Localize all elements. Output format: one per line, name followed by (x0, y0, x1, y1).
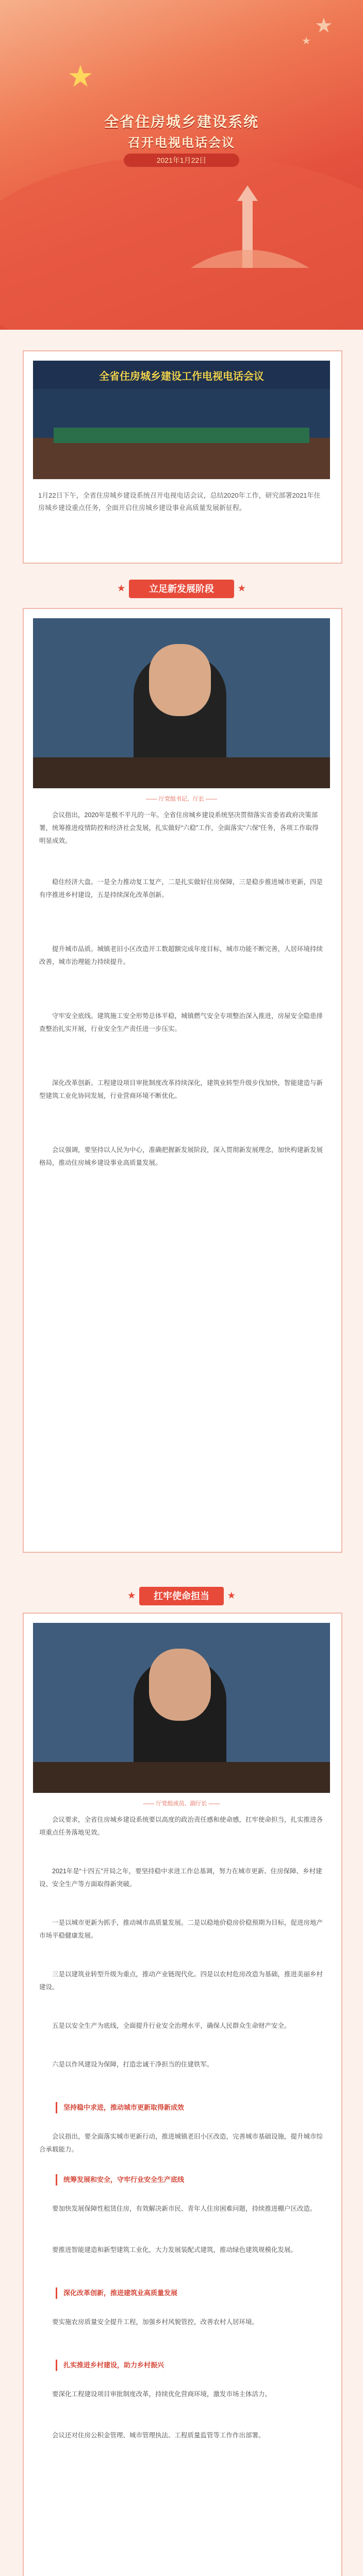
hero-date: 2021年1月22日 (124, 154, 239, 167)
paragraph: 2021年是“十四五”开局之年，要坚持稳中求进工作总基调，努力在城市更新、住房保障、乡村建设、安全生产等方面取得新突破。 (39, 1868, 322, 1888)
highlight-quote: 深化改革创新，推进建筑业高质量发展 (56, 2287, 197, 2299)
intro-text: 1月22日下午，全省住房城乡建设系统召开电视电话会议，总结2020年工作，研究部署2021年住房城乡建设重点任务，全面开启住房城乡建设事业高质量发展新征程。 (38, 492, 321, 512)
paragraph: 守牢安全底线。建筑施工安全形势总体平稳，城镇燃气安全专项整治深入推进，房屋安全隐患排查整治扎实开展，行业安全生产责任进一步压实。 (39, 1012, 323, 1032)
paragraph: 会议强调，要坚持以人民为中心，准确把握新发展阶段，深入贯彻新发展理念，加快构建新发展格局，推动住房城乡建设事业高质量发展。 (39, 1146, 323, 1166)
section-tag: ★ 扛牢使命担当 ★ (139, 1587, 224, 1605)
hero-title: 全省住房城乡建设系统 (104, 114, 259, 130)
star-icon: ★ (302, 36, 311, 47)
photo-caption: —— 厅党组成员、副厅长 —— (143, 1801, 220, 1807)
speaker-photo (33, 618, 330, 788)
highlight-quote: 扎实推进乡村建设，助力乡村振兴 (56, 2360, 197, 2371)
paragraph: 会议还对住房公积金管理、城市管理执法、工程质量监管等工作作出部署。 (52, 2432, 265, 2439)
monument-illustration (186, 180, 315, 273)
photo-caption: —— 厅党组书记、厅长 —— (145, 796, 218, 802)
paragraph: 会议指出，2020年是极不平凡的一年。全省住房城乡建设系统坚决贯彻落实省委省政府决策部署，统筹推进疫情防控和经济社会发展，扎实做好“六稳”工作，全面落实“六保”任务，各项工作取得明显成效。 (39, 811, 319, 844)
hero-banner (0, 0, 363, 330)
speaker-photo (33, 1623, 330, 1793)
paragraph: 会议指出，要全面落实城市更新行动，推进城镇老旧小区改造，完善城市基础设施，提升城市综合承载能力。 (39, 2133, 323, 2153)
paragraph: 提升城市品质。城镇老旧小区改造开工数超额完成年度目标，城市功能不断完善，人居环境持续改善，城市治理能力持续提升。 (39, 945, 323, 965)
meeting-photo (33, 361, 330, 479)
paragraph: 要加快发展保障性租赁住房，有效解决新市民、青年人住房困难问题，持续推进棚户区改造。 (52, 2205, 317, 2212)
paragraph: 一是以城市更新为抓手，推动城市高质量发展。二是以稳地价稳房价稳预期为目标，促进房地产市场平稳健康发展。 (39, 1919, 323, 1939)
highlight-quote: 坚持稳中求进，推动城市更新取得新成效 (56, 2102, 197, 2113)
star-icon: ★ (67, 60, 94, 93)
paragraph: 要实施农房质量安全提升工程，加强乡村风貌管控，改善农村人居环境。 (52, 2318, 259, 2326)
star-icon: ★ (315, 14, 333, 37)
paragraph: 五是以安全生产为底线，全面提升行业安全治理水平，确保人民群众生命财产安全。 (52, 2022, 291, 2029)
hero-subtitle: 召开电视电话会议 (128, 136, 235, 150)
paragraph: 深化改革创新。工程建设项目审批制度改革持续深化，建筑业转型升级步伐加快，智能建造与新型建筑工业化协同发展，行业营商环境不断优化。 (39, 1079, 323, 1099)
paragraph: 三是以建筑业转型升级为重点，推动产业链现代化。四是以农村危房改造为基础，推进美丽乡村建设。 (39, 1971, 323, 1991)
paragraph: 要深化工程建设项目审批制度改革，持续优化营商环境，激发市场主体活力。 (52, 2391, 272, 2398)
section-tag: ★ 立足新发展阶段 ★ (129, 580, 234, 598)
paragraph: 六是以作风建设为保障，打造忠诚干净担当的住建铁军。 (52, 2061, 213, 2068)
paragraph: 要推进智能建造和新型建筑工业化，大力发展装配式建筑，推动绿色建筑规模化发展。 (52, 2246, 298, 2253)
photo-banner: 全省住房城乡建设工作电视电话会议 (99, 371, 264, 382)
highlight-quote: 统筹发展和安全，守牢行业安全生产底线 (56, 2174, 197, 2185)
paragraph: 稳住经济大盘。一是全力推动复工复产，二是扎实做好住房保障，三是稳步推进城市更新，四是有序推进乡村建设，五是持续深化改革创新。 (39, 878, 323, 899)
paragraph: 会议要求，全省住房城乡建设系统要以高度的政治责任感和使命感，扛牢使命担当，扎实推进各项重点任务落地见效。 (39, 1816, 323, 1836)
